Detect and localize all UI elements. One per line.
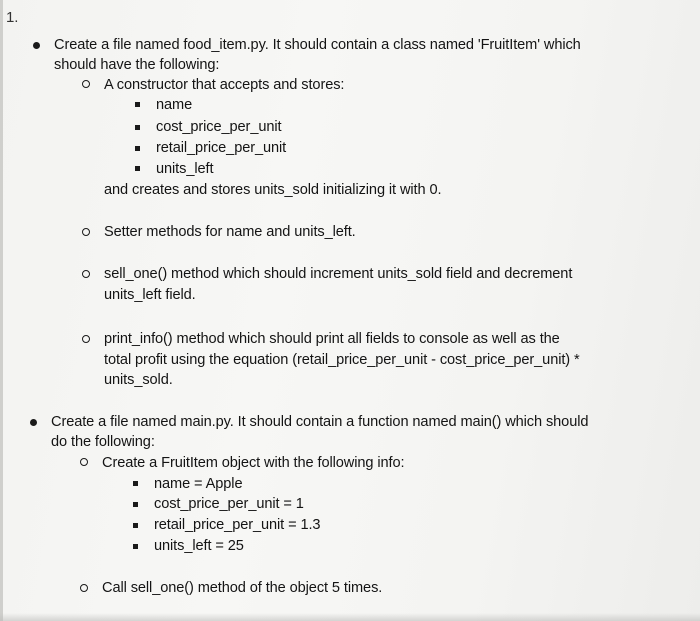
section2-intro-line2: do the following: <box>51 434 155 450</box>
bullet-dot-icon <box>30 419 37 426</box>
section2-intro-line1: Create a file named main.py. It should contain a function named main() which should <box>51 414 589 430</box>
print-info-line1: print_info() method which should print all fields to console as well as the <box>104 331 560 347</box>
bullet-circle-icon <box>82 270 90 278</box>
create-object-label: Create a FruitItem object with the following info: <box>102 455 405 471</box>
constructor-field-cost: cost_price_per_unit <box>156 119 282 135</box>
constructor-field-name: name <box>156 97 193 113</box>
constructor-field-retail: retail_price_per_unit <box>156 140 287 156</box>
bullet-dot-icon <box>33 42 40 49</box>
object-field-cost: cost_price_per_unit = 1 <box>154 496 304 512</box>
item-number: 1. <box>6 9 19 26</box>
page-bottom-shadow <box>0 613 700 621</box>
sell-one-line2: units_left field. <box>104 287 196 303</box>
bullet-circle-icon <box>82 228 90 236</box>
section1-intro-line1: Create a file named food_item.py. It should contain a class named 'FruitItem' which <box>54 37 581 53</box>
setter-methods: Setter methods for name and units_left. <box>104 224 356 240</box>
bullet-circle-icon <box>80 584 88 592</box>
print-info-line2: total profit using the equation (retail_price_per_unit - cost_price_per_unit) * <box>104 352 580 368</box>
bullet-square-icon <box>133 544 138 549</box>
object-field-units-left: units_left = 25 <box>154 538 244 554</box>
bullet-square-icon <box>135 166 140 171</box>
page-edge <box>0 0 3 621</box>
object-field-name: name = Apple <box>154 476 243 492</box>
constructor-note: and creates and stores units_sold initializing it with 0. <box>104 182 442 198</box>
bullet-circle-icon <box>82 80 90 88</box>
bullet-square-icon <box>135 146 140 151</box>
section1-intro-line2: should have the following: <box>54 57 220 73</box>
constructor-field-units-left: units_left <box>156 161 214 177</box>
bullet-square-icon <box>135 125 140 130</box>
bullet-square-icon <box>135 102 140 107</box>
print-info-line3: units_sold. <box>104 372 173 388</box>
constructor-label: A constructor that accepts and stores: <box>104 77 345 93</box>
call-sell-one: Call sell_one() method of the object 5 times. <box>102 580 383 596</box>
bullet-circle-icon <box>80 458 88 466</box>
bullet-square-icon <box>133 481 138 486</box>
sell-one-line1: sell_one() method which should increment units_sold field and decrement <box>104 266 573 282</box>
object-field-retail: retail_price_per_unit = 1.3 <box>154 517 321 533</box>
bullet-square-icon <box>133 523 138 528</box>
bullet-square-icon <box>133 502 138 507</box>
bullet-circle-icon <box>82 335 90 343</box>
